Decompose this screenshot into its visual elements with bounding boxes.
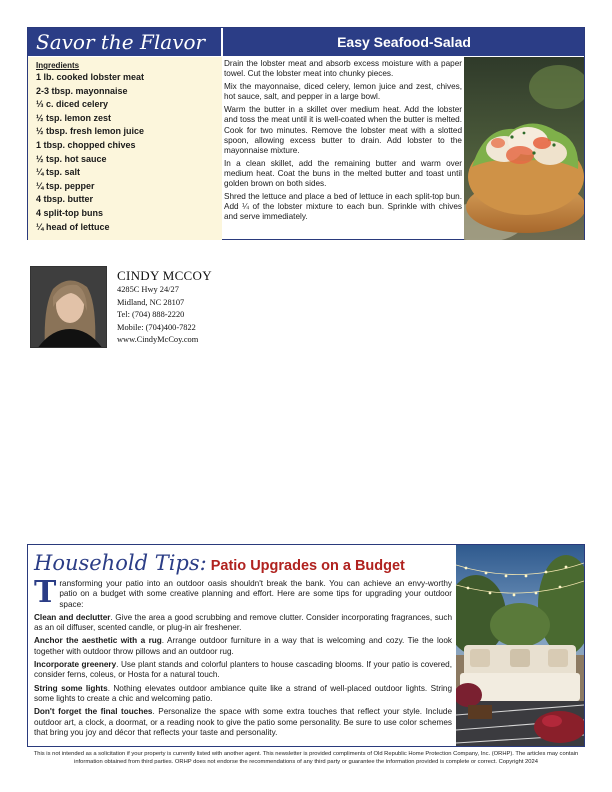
footer-disclaimer: This is not intended as a solicitation if your property is currently listed with another agent. This newsletter is provided compliments of Old Republic Home Protection Company, Inc. (ORHP). The articles may contain information obtained from third parties. ORHP does not endorse the recommendations of any third party or guarantee the information provided is complete or correct. Copyright 2024 [33,751,579,765]
tips-intro-text: ransforming your patio into an outdoor oasis shouldn't break the bank. You can achieve an envy-worthy patio on a budget with some creative planning and effort. Here are some tips for upgrading your outdoor space: [59,579,452,609]
recipe-steps [224,59,462,225]
recipe-step: Drain the lobster meat and absorb excess moisture with a paper towel. Cut the lobster meat into chunky pieces. [224,59,462,79]
tip-item [34,684,452,705]
agent-name: CINDY MCCOY [117,268,212,283]
tip-text: . Use plant stands and colorful planters to house cascading blooms. If your patio is covered, consider ferns, coleus, or Hosta for a natural touch. [34,660,453,680]
recipe-brand-title: Savor the Flavor [36,30,206,54]
tip-title: String some lights [34,683,108,693]
tip-text: . Give the area a good scrubbing and remove clutter. Consider incorporating fragrances, such as an oil diffuser, scented candle, or plug-in air freshener. [34,612,452,633]
ingredient-item: 1 lb. cooked lobster meat [36,72,145,82]
agent-contact [117,268,212,347]
tip-text: . Nothing elevates outdoor ambiance quite like a strand of well-placed outdoor lights. String some lights to create a chic and welcoming patio. [34,683,453,703]
tips-heading-title: Patio Upgrades on a Budget [210,558,405,574]
ingredient-item: ¼ tsp. salt [36,167,81,178]
patio-photo [456,545,584,746]
tip-item [34,613,452,634]
ingredients-heading: Ingredients [36,61,80,70]
ingredient-item: ¼ tsp. pepper [36,180,95,191]
agent-address-line-2: Midland, NC 28107 [117,297,185,307]
tip-title: Clean and declutter [34,612,111,622]
ingredient-item: ⅓ c. diced celery [36,99,109,110]
agent-phone: Tel: (704) 888-2220 [117,310,185,320]
ingredient-item: ½ tsp. hot sauce [36,153,107,164]
ingredient-item: ½ tbsp. fresh lemon juice [36,126,145,137]
ingredient-item: 4 split-top buns [36,207,103,218]
recipe-step: Warm the butter in a skillet over medium heat. Add the lobster and toss the meat until it is well-coated when the butter is melted. Cook for two minutes. Remove the lobster meat with a slotted spoon, allowing excess butter to drain. Add lobster to the mayonnaise mixture. [224,105,462,155]
agent-address-line-1: 4285C Hwy 24/27 [117,285,179,294]
tips-heading [34,551,452,577]
recipe-title: Easy Seafood-Salad [337,34,471,50]
agent-website-link[interactable]: www.CindyMcCoy.com [117,335,199,345]
tip-item [34,660,452,681]
agent-headshot [30,266,107,348]
header-divider [221,28,223,56]
lobster-roll-photo [464,57,584,240]
tip-item [34,636,452,657]
tip-text: . Personalize the space with some extra touches that reflect your style. Include outdoor art, a clock, a doormat, or a reading nook to give the patio some personality. Be sure to use color schemes that bring you joy and décor that reflects your taste and personality. [34,707,452,737]
tip-item [34,707,452,738]
ingredient-item: ¼ head of lettuce [36,221,110,232]
ingredient-item: 4 tbsp. butter [36,194,94,205]
household-tips-card [27,544,585,747]
recipe-card [27,27,585,240]
tips-intro [34,575,452,610]
ingredients-panel [28,57,222,240]
recipe-header-bar [28,28,584,56]
ingredients-list [36,71,222,234]
drop-cap: T [34,575,57,610]
tips-heading-script: Household Tips: [34,551,207,575]
ingredient-item: ½ tsp. lemon zest [36,112,112,123]
recipe-step: Mix the mayonnaise, diced celery, lemon juice and zest, chives, hot sauce, salt, and pepper in a large bowl. [224,82,462,102]
tip-title: Incorporate greenery [34,660,117,670]
tip-text: . Arrange outdoor furniture in a way that is welcoming and cozy. Tie the look together with outdoor throw pillows and an outdoor rug. [34,636,452,656]
recipe-step: In a clean skillet, add the remaining butter and warm over medium heat. Coat the buns in the melted butter and toast until golden brown on both sides. [224,158,462,189]
agent-card [30,266,330,350]
recipe-step: Shred the lettuce and place a bed of lettuce in each split-top bun. Add ¼ of the lobster mixture to each bun. Sprinkle with chives and serve immediately. [224,192,462,222]
agent-mobile: Mobile: (704)400-7822 [117,322,196,332]
ingredient-item: 1 tbsp. chopped chives [36,139,136,150]
tips-article [34,551,452,738]
ingredient-item: 2-3 tbsp. mayonnaise [36,85,128,96]
tip-title: Don't forget the final touches [34,707,153,717]
tip-title: Anchor the aesthetic with a rug [34,636,162,646]
